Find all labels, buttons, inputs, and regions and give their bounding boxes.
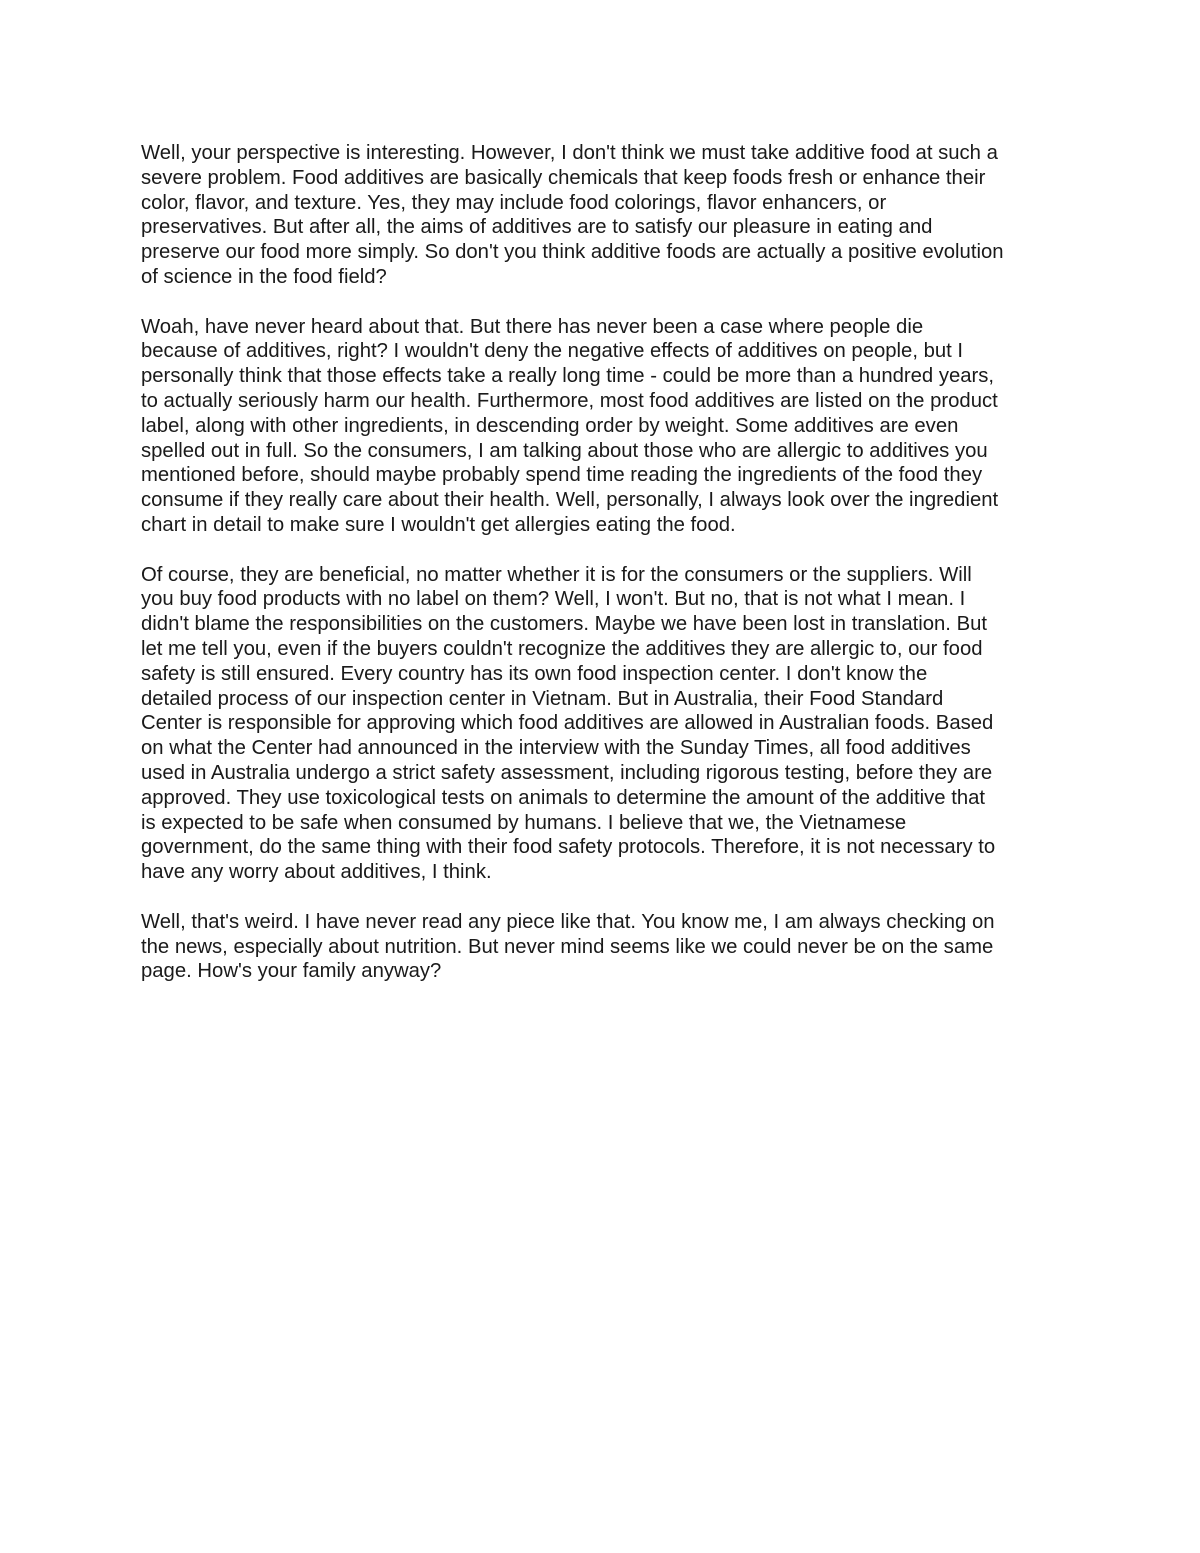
text-line: color, flavor, and texture. Yes, they may include food colorings, flavor enhancers, or	[141, 191, 887, 214]
text-line: chart in detail to make sure I wouldn't get allergies eating the food.	[141, 513, 736, 536]
text-line: page. How's your family anyway?	[141, 960, 442, 983]
text-line: mentioned before, should maybe probably spend time reading the ingredients of the food they	[141, 464, 983, 487]
text-line: on what the Center had announced in the interview with the Sunday Times, all food additives	[141, 737, 971, 760]
text-line: spelled out in full. So the consumers, I am talking about those who are allergic to additives you	[141, 439, 988, 462]
text-line: of science in the food field?	[141, 265, 387, 288]
text-line: approved. They use toxicological tests on animals to determine the amount of the additive that	[141, 786, 986, 809]
text-line: safety is still ensured. Every country has its own food inspection center. I don't know the	[141, 662, 928, 685]
paragraph-3	[141, 563, 1066, 885]
text-line: Well, your perspective is interesting. However, I don't think we must take additive food at such a	[141, 142, 998, 164]
text-line: personally think that those effects take a really long time - could be more than a hundred years,	[141, 365, 995, 388]
text-line: is expected to be safe when consumed by humans. I believe that we, the Vietnamese	[141, 811, 907, 834]
text-line: used in Australia undergo a strict safety assessment, including rigorous testing, before they are	[141, 761, 993, 784]
text-line: you buy food products with no label on them? Well, I won't. But no, that is not what I mean. I	[141, 588, 966, 611]
text-line: preservatives. But after all, the aims of additives are to satisfy our pleasure in eating and	[141, 216, 933, 239]
text-line: to actually seriously harm our health. Furthermore, most food additives are listed on the product	[141, 389, 998, 412]
text-line: label, along with other ingredients, in descending order by weight. Some additives are even	[141, 414, 959, 437]
text-line: Well, that's weird. I have never read any piece like that. You know me, I am always checking on	[141, 910, 995, 933]
paragraph-4	[141, 910, 1066, 984]
text-line: didn't blame the responsibilities on the customers. Maybe we have been lost in translation. But	[141, 613, 988, 636]
text-line: Woah, have never heard about that. But there has never been a case where people die	[141, 315, 924, 338]
paragraph-1	[141, 141, 1066, 290]
paragraph-2	[141, 315, 1066, 538]
text-line: have any worry about additives, I think.	[141, 861, 492, 884]
text-line: severe problem. Food additives are basically chemicals that keep foods fresh or enhance their	[141, 166, 986, 189]
text-line: let me tell you, even if the buyers couldn't recognize the additives they are allergic to, our food	[141, 637, 983, 660]
text-line: the news, especially about nutrition. But never mind seems like we could never be on the same	[141, 935, 994, 958]
text-line: consume if they really care about their health. Well, personally, I always look over the ingredient	[141, 489, 999, 512]
text-line: Of course, they are beneficial, no matter whether it is for the consumers or the suppliers. Will	[141, 563, 972, 586]
document-body	[141, 141, 1066, 1009]
text-line: detailed process of our inspection center in Vietnam. But in Australia, their Food Standard	[141, 687, 944, 710]
text-line: because of additives, right? I wouldn't deny the negative effects of additives on people, but I	[141, 340, 964, 363]
text-line: preserve our food more simply. So don't you think additive foods are actually a positive evolution	[141, 241, 1004, 264]
text-line: Center is responsible for approving which food additives are allowed in Australian foods. Based	[141, 712, 994, 735]
text-line: government, do the same thing with their food safety protocols. Therefore, it is not necessary to	[141, 836, 996, 859]
